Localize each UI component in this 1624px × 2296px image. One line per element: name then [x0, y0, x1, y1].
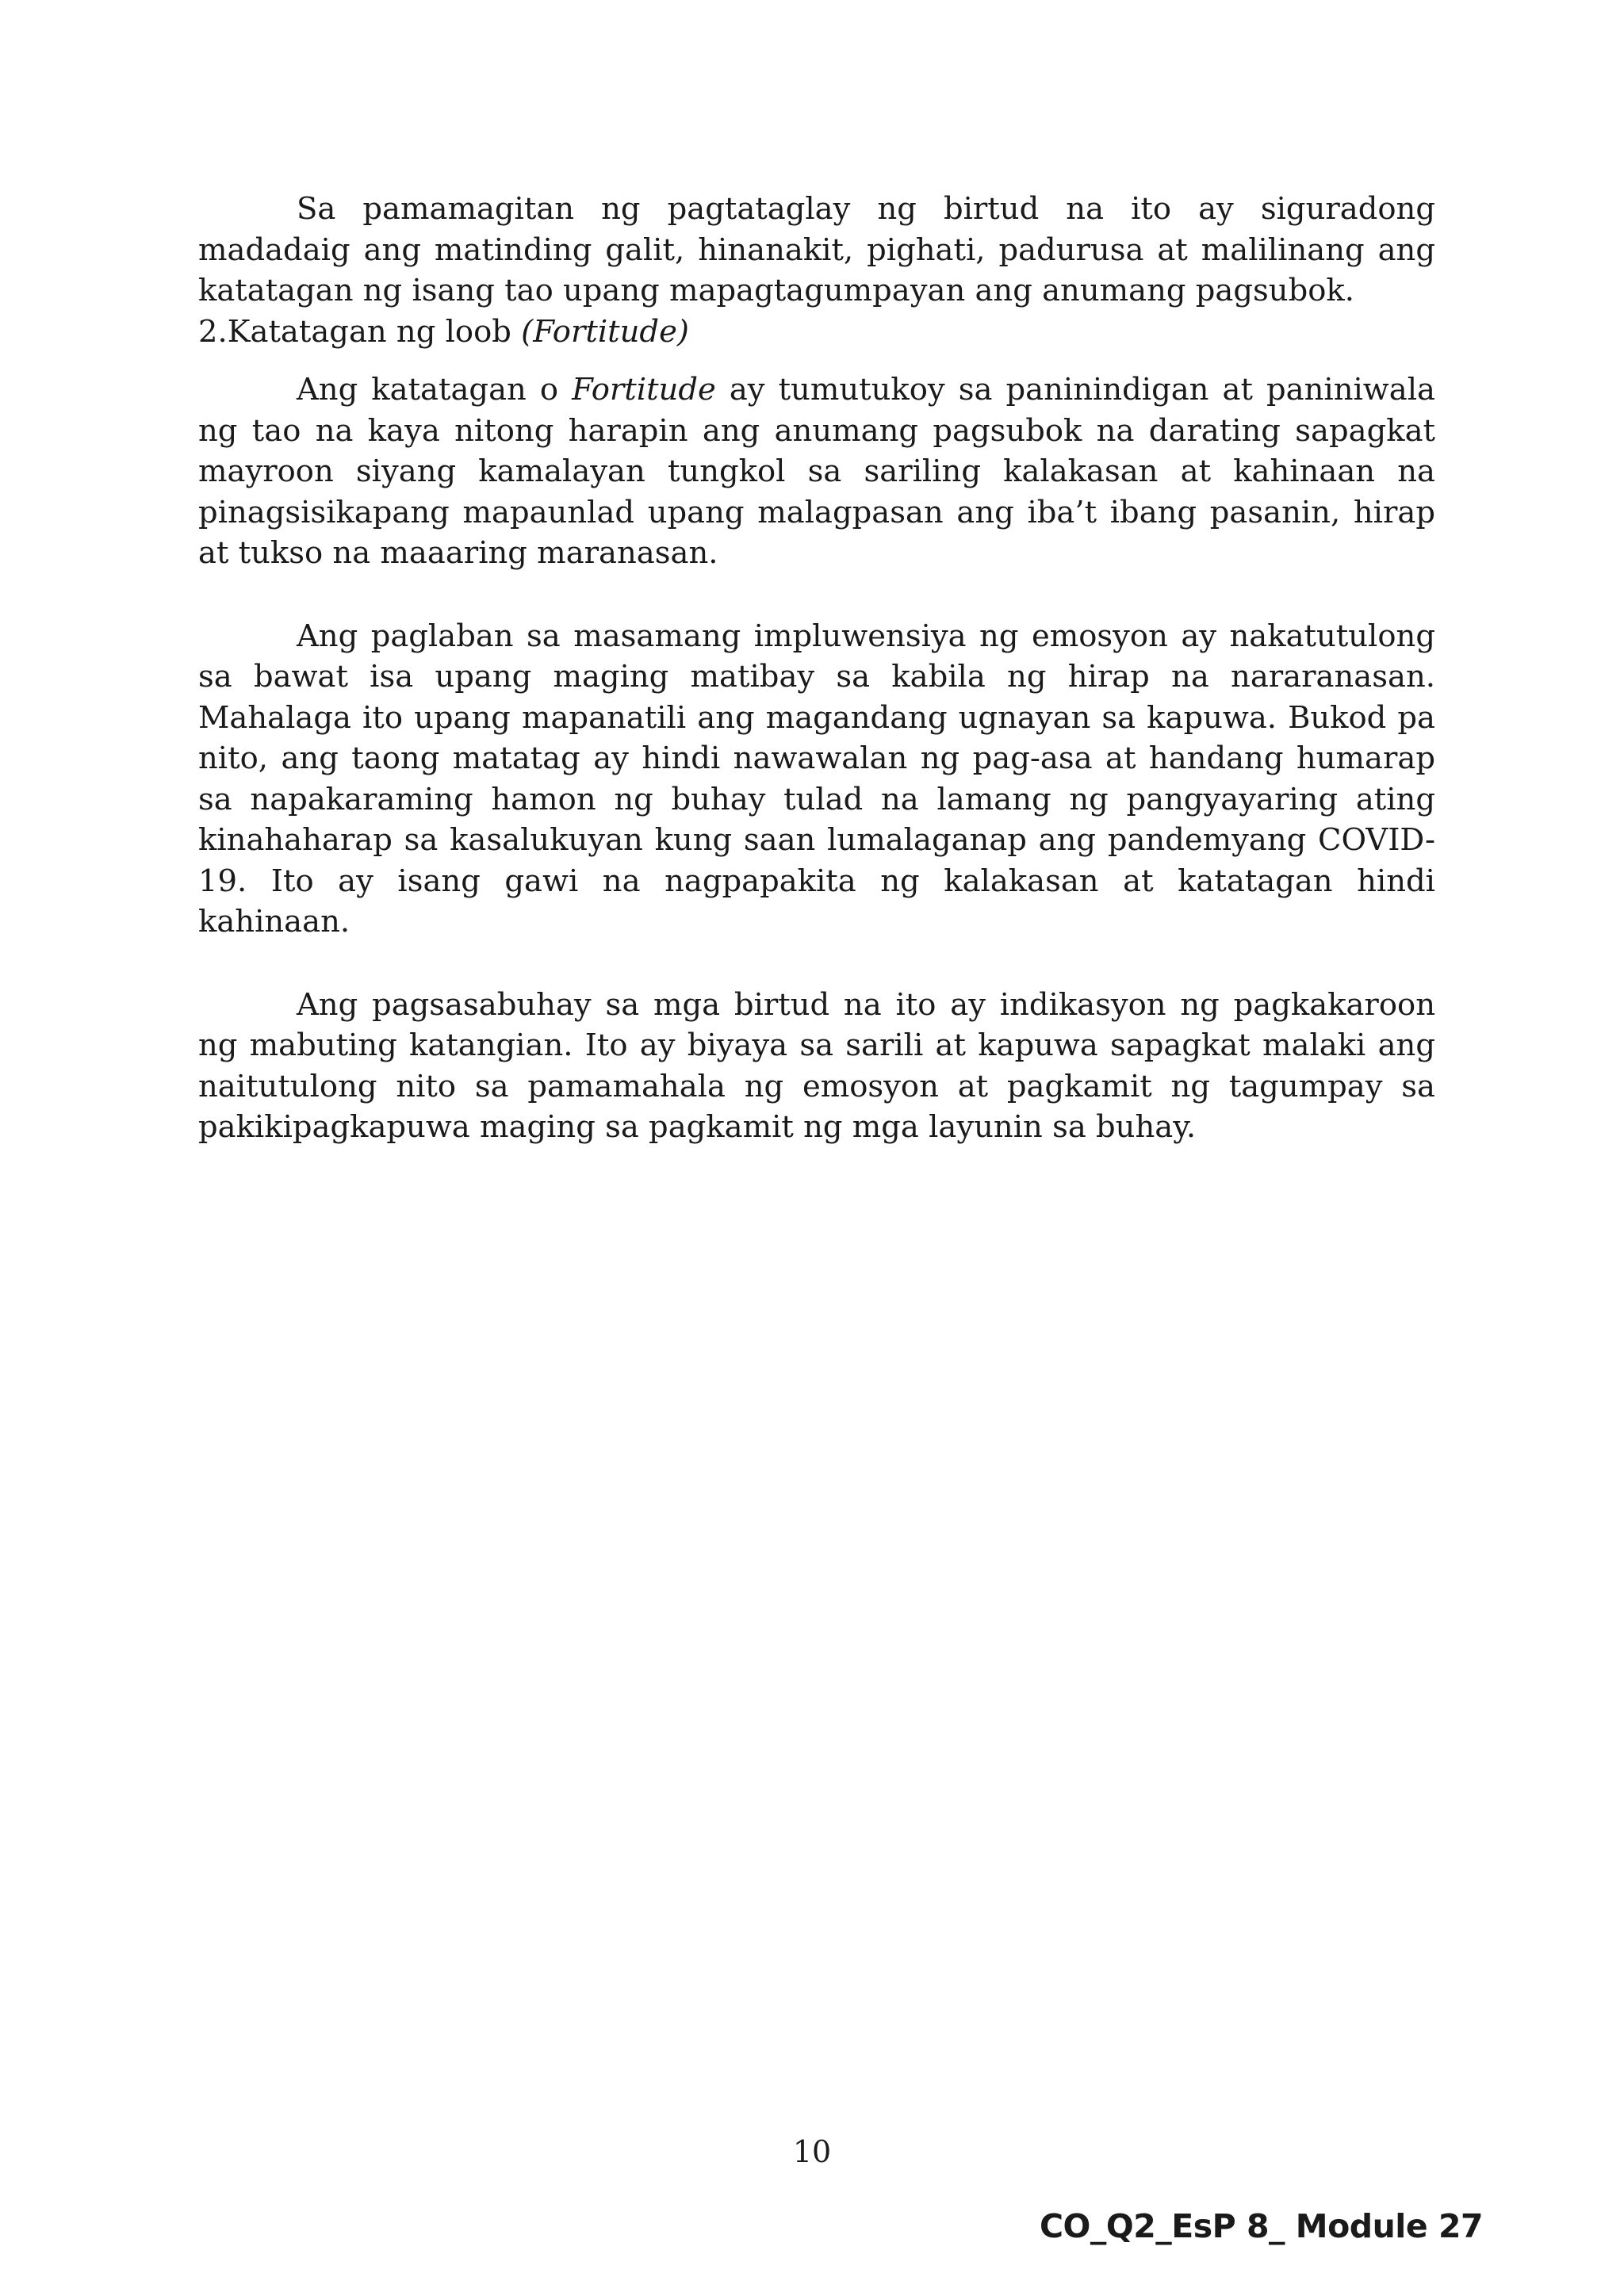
paragraph-text-rest: ay tumutukoy sa paninindigan at paniniwala ng tao na kaya nitong harapin ang anumang pagsubok na darating sapagkat mayroon siyang kamalayan tungkol sa sariling kalakasan at kahinaan na pinagsisikapang mapaunlad upang malagpasan ang iba’t ibang pasanin, hirap at tukso na maaaring maranasan.: [198, 372, 1435, 571]
paragraph-fortitude-definition: [198, 369, 1435, 574]
paragraph-conclusion: Ang pagsasabuhay sa mga birtud na ito ay indikasyon ng pagkakaroon ng mabuting katangian. Ito ay biyaya sa sarili at kapuwa sapagkat malaki ang naitutulong nito sa pamamahala ng emosyon at pagkamit ng tagumpay sa pakikipagkapuwa maging sa pagkamit ng mga layunin sa buhay.: [198, 986, 1435, 1145]
heading-title: 2.Katatagan ng loob: [198, 313, 522, 350]
spacer: [198, 943, 1435, 985]
main-text: [198, 189, 1435, 1148]
paragraph-term: Fortitude: [572, 372, 716, 408]
heading-subtitle: (Fortitude): [521, 313, 689, 350]
paragraph-text-start: Ang katatagan o: [297, 372, 573, 408]
section-heading-fortitude: [198, 312, 1435, 353]
paragraph-intro: Sa pamamagitan ng pagtataglay ng birtud na ito ay siguradong madadaig ang matinding galit, hinanakit, pighati, padurusa at malilinang ang katatagan ng isang tao upang mapagtagumpayan ang anumang pagsubok.: [198, 191, 1435, 308]
spacer: [198, 574, 1435, 616]
spacer: [198, 352, 1435, 369]
page-number: 10: [792, 2134, 832, 2169]
paragraph-emotion-influence: Ang paglaban sa masamang impluwensiya ng emosyon ay nakatutulong sa bawat isa upang maging matibay sa kabila ng hirap na nararanasan. Mahalaga ito upang mapanatili ang magandang ugnayan sa kapuwa. Bukod pa nito, ang taong matatag ay hindi nawawalan ng pag-asa at handang humarap sa napakaraming hamon ng buhay tulad na lamang ng pangyayaring ating kinahaharap sa kasalukuyan kung saan lumalaganap ang pandemyang COVID-19. Ito ay isang gawi na nagpapakita ng kalakasan at katatagan hindi kahinaan.: [198, 618, 1435, 939]
module-code: CO_Q2_EsP 8_ Module 27: [1039, 2207, 1483, 2245]
